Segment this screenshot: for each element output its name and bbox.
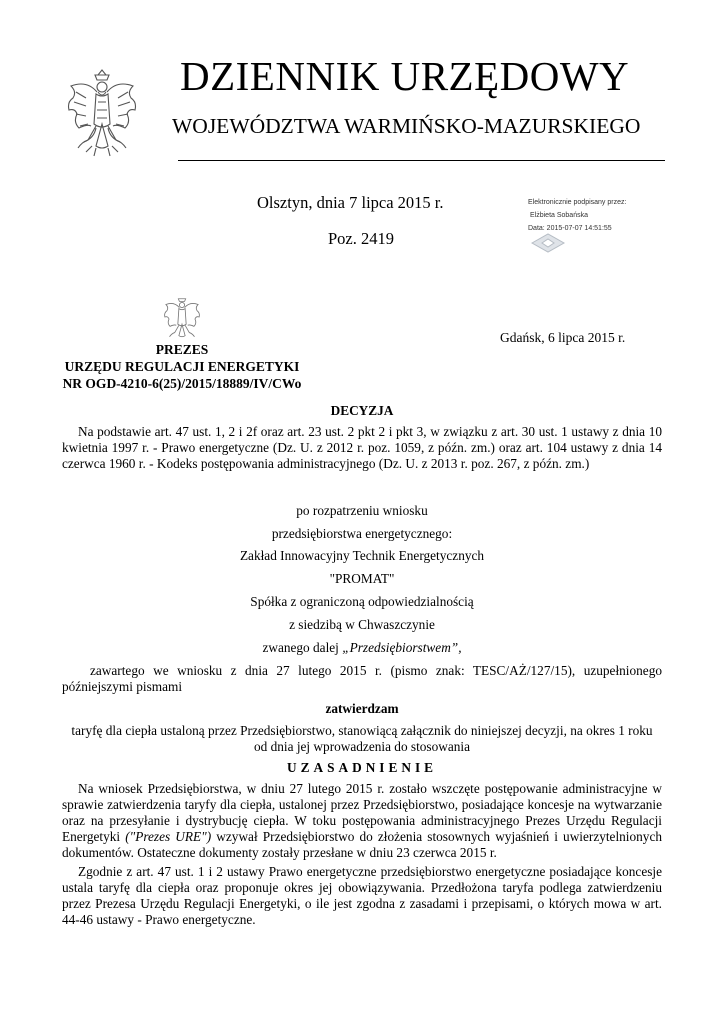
- justification-heading: UZASADNIENIE: [287, 760, 437, 775]
- request-line-2: późniejszymi pismami: [62, 679, 183, 694]
- par1-part-b: wzywał Przedsiębiorstwo do złożenia stosownych wyjaśnień i uwierzytelnionych dokumentów. Ostateczne dokumenty zostały przesłane w dniu 23 czerwca 2015 r.: [62, 829, 662, 860]
- tariff-line-2: od dnia jej wprowadzenia do stosowania: [253, 739, 471, 754]
- authority-office: URZĘDU REGULACJI ENERGETYKI: [64, 359, 300, 374]
- electronic-signature: [528, 196, 626, 235]
- signature-seal-icon: [528, 232, 568, 254]
- recital-line-1: po rozpatrzeniu wniosku: [296, 503, 428, 518]
- par1-abbreviation: ("Prezes URE"): [125, 829, 212, 844]
- letter-place-date: Gdańsk, 6 lipca 2015 r.: [500, 330, 626, 345]
- company-alias: [62, 640, 662, 656]
- company-alias-prefix: zwanego dalej: [262, 640, 343, 655]
- signature-signer: Elżbieta Sobańska: [530, 212, 588, 219]
- journal-title: DZIENNIK URZĘDOWY: [180, 53, 630, 99]
- company-seat: z siedzibą w Chwaszczynie: [289, 617, 435, 632]
- company-alias-term: „Przedsiębiorstwem”,: [342, 640, 462, 655]
- request-line-1: zawartego we wniosku z dnia 27 lutego 2015 r. (pismo znak: TESC/AŻ/127/15), uzupełnionego: [90, 663, 662, 678]
- issuing-authority: [40, 341, 324, 392]
- signature-label: Elektronicznie podpisany przez:: [528, 199, 627, 206]
- case-number: NR OGD-4210-6(25)/2015/18889/IV/CWo: [62, 376, 302, 391]
- company-name: Zakład Innowacyjny Technik Energetycznych: [239, 548, 485, 563]
- eagle-emblem-icon: [62, 62, 142, 162]
- journal-subtitle: WOJEWÓDZTWA WARMIŃSKO-MAZURSKIEGO: [172, 114, 641, 138]
- justification-paragraph-1: [62, 781, 662, 861]
- header-divider: [178, 160, 665, 161]
- par1-part-a: Na wniosek Przedsiębiorstwa, w dniu 27 lutego 2015 r. zostało wszczęte postępowanie administracyjne w sprawie zatwierdzenia taryfy dla ciepła, ustalonej przez Przedsiębiorstwo, posiadające koncesje na wytwarzanie oraz na przesyłanie i dystrybucję ciepła. W toku postępowania administracyjnego Prezes Urzędu Regulacji Energetyki: [62, 781, 662, 844]
- decision-heading: DECYZJA: [330, 403, 394, 418]
- company-legal-form: Spółka z ograniczoną odpowiedzialnością: [250, 594, 474, 609]
- recital-line-2: przedsiębiorstwa energetycznego:: [271, 526, 453, 541]
- signature-date: Data: 2015-07-07 14:51:55: [528, 225, 612, 232]
- approval-word: zatwierdzam: [325, 701, 399, 716]
- small-eagle-emblem-icon: [160, 292, 204, 344]
- company-brand: "PROMAT": [329, 571, 395, 586]
- tariff-line-1: taryfę dla ciepła ustaloną przez Przedsiębiorstwo, stanowiącą załącznik do niniejszej decyzji, na okres 1 roku: [71, 723, 653, 738]
- position-number: Poz. 2419: [328, 229, 394, 248]
- publication-date: Olsztyn, dnia 7 lipca 2015 r.: [257, 193, 444, 212]
- authority-title: PREZES: [155, 342, 209, 357]
- legal-basis-paragraph: Na podstawie art. 47 ust. 1, 2 i 2f oraz art. 23 ust. 2 pkt 2 i pkt 3, w związku z art. 30 ust. 1 ustawy z dnia 10 kwietnia 1997 r. - Prawo energetyczne (Dz. U. z 2012 r. poz. 1059, z późn. zm.) oraz art. 104 ustawy z dnia 14 czerwca 1960 r. - Kodeks postępowania administracyjnego (Dz. U. z 2013 r. poz. 267, z późn. zm.): [62, 424, 662, 471]
- justification-paragraph-2: Zgodnie z art. 47 ust. 1 i 2 ustawy Prawo energetyczne przedsiębiorstwo energetyczne posiadające koncesje ustala taryfę dla ciepła oraz proponuje okres jej obowiązywania. Przedłożona taryfa podlega zatwierdzeniu przez Prezesa Urzędu Regulacji Energetyki, o ile jest zgodna z zasadami i przepisami, o których mowa w art. 44-46 ustawy - Prawo energetyczne.: [62, 864, 662, 927]
